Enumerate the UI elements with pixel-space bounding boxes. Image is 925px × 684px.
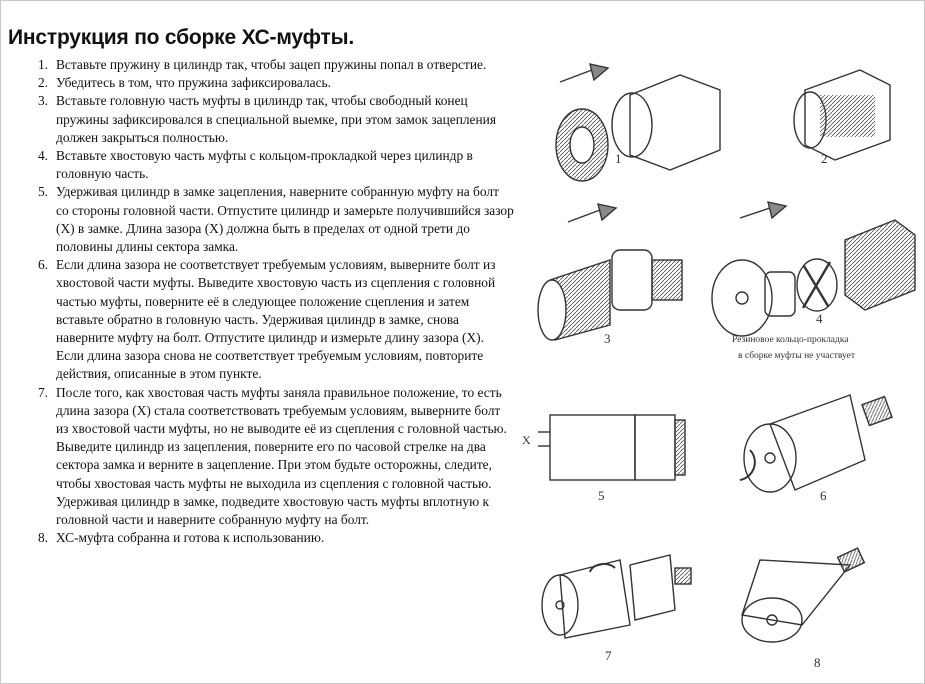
tail-cylinder — [635, 415, 675, 480]
step-text: Вставьте пружину в цилиндр так, чтобы зацеп пружины попал в отверстие. — [56, 57, 487, 72]
step-text: Если длина зазора не соответствует требуемым условиям, выверните болт из хвостовой части муфты. Выведите хвостовую часть из сцепления с головной частью муфты, поверните её в следующее положение сцепления и затем вставьте обратно в головную часть. Удерживая цилиндр в замке, снова наверните муфту на болт. Отпустите цилиндр и измерьте длину зазора (Х). Если длина зазора снова не соответствует требуемым условиям, повторите действия, описанные в этом пункте. — [56, 257, 496, 382]
head-part — [612, 250, 652, 310]
step-item-3 — [24, 92, 514, 147]
step-number: 6. — [37, 257, 48, 273]
cylinder-with-spring — [845, 220, 915, 310]
step-number: 1. — [37, 57, 48, 72]
step-text: Удерживая цилиндр в замке зацепления, наверните собранную муфту на болт со стороны головной части. Отпустите цилиндр и замерьте получившийся зазор (Х) в замке. Длина зазора (Х) должна быть в пределах от одной трети до половины длины сектора замка. — [56, 184, 514, 255]
coupling-thread — [838, 548, 865, 572]
step-item-5 — [24, 183, 514, 256]
step-text: Убедитесь в том, что пружина зафиксировалась. — [56, 75, 332, 91]
ring-note-line2: в сборке муфты не участвует — [738, 351, 856, 361]
step-text: ХС-муфта собранна и готова к использованию. — [56, 530, 325, 546]
ring-note-line1: Резиновое кольцо-прокладка — [732, 335, 849, 345]
arrow-shaft — [560, 70, 592, 82]
cylinder-opening — [538, 280, 566, 340]
coupling-body — [742, 560, 850, 625]
figure-label: 6 — [820, 488, 827, 503]
coupling-thread — [675, 568, 691, 584]
head-cylinder — [550, 415, 635, 480]
figure-label: 2 — [821, 151, 828, 166]
spring-inner — [570, 127, 594, 163]
cylinder-opening — [612, 93, 652, 157]
figure-label: 5 — [598, 488, 605, 503]
assembly-illustrations — [520, 40, 920, 680]
step-item-8 — [24, 529, 514, 547]
tail-hole — [736, 292, 748, 304]
step-text: Вставьте хвостовую часть муфты с кольцом-прокладкой через цилиндр в головную часть. — [56, 148, 473, 182]
tail-flange — [712, 260, 772, 336]
thread — [675, 420, 685, 475]
figure-label: 1 — [615, 151, 622, 166]
arrow-shaft — [568, 210, 600, 222]
rotate-arrow-icon — [590, 564, 615, 572]
arrow-head-icon — [598, 204, 616, 220]
step-number: 5. — [37, 184, 48, 200]
step-item-2 — [24, 74, 514, 92]
figure-3-head-into-cylinder — [538, 204, 682, 346]
step-item-1 — [24, 56, 514, 74]
arrow-shaft — [740, 208, 770, 218]
figure-label: 4 — [816, 311, 823, 326]
coupling-face — [744, 424, 796, 492]
arrow-head-icon — [590, 64, 608, 80]
step-number: 7. — [37, 384, 48, 400]
figure-label: 7 — [605, 648, 612, 663]
figure-4-tail-with-ring — [712, 202, 915, 361]
head-cylinder — [560, 560, 630, 638]
head-thread — [652, 260, 682, 300]
tail-cylinder — [630, 555, 675, 620]
figure-1-spring-into-cylinder — [556, 64, 720, 181]
coupling-face — [542, 575, 578, 635]
step-number: 8. — [37, 530, 48, 546]
cylinder-body — [630, 75, 720, 170]
figure-2-spring-fixed — [794, 70, 890, 166]
figure-5-gap-measurement — [522, 415, 685, 503]
step-item-4 — [24, 147, 514, 183]
instruction-steps — [24, 56, 514, 547]
coupling-thread — [862, 397, 892, 426]
step-text: После того, как хвостовая часть муфты заняла правильное положение, то есть длина зазора (Х) стала соответствовать требуемым условиям, выверните болт из хвостовой части муфты, но не выводите её из сцепления с головной частью. Выведите цилиндр из зацепления, поверните его по часовой стрелке на два сектора замка и верните в зацепление. При этом будьте осторожны, следите, чтобы хвостовая часть муфты не выходила из сцепления с головной частью. Удерживая цилиндр в замке, подведите хвостовую часть муфты вплотную к головной части и наверните собранную муфту на болт. — [56, 384, 507, 528]
figure-label: 3 — [604, 331, 611, 346]
figure-label: 8 — [814, 655, 821, 670]
tail-body — [765, 272, 795, 316]
step-text: Вставьте головную часть муфты в цилиндр так, чтобы свободный конец пружины зафиксировался в специальной выемке, при этом замок зацепления должен закрыться полностью. — [56, 93, 496, 145]
spring-coil — [820, 95, 875, 137]
step-item-6 — [24, 256, 514, 383]
assembly-drawings — [520, 40, 920, 680]
step-number: 3. — [37, 93, 48, 109]
step-number: 4. — [37, 148, 48, 164]
figure-7-rotate-and-reassemble — [542, 555, 691, 663]
gap-label: X — [522, 433, 531, 447]
figure-6-turn-cylinder — [740, 395, 892, 503]
coupling-body — [770, 395, 865, 490]
arrow-head-icon — [768, 202, 786, 218]
figure-8-assembled — [742, 548, 864, 670]
page-title: Инструкция по сборке ХС-муфты. — [8, 26, 354, 49]
step-number: 2. — [37, 75, 48, 91]
coupling-hole — [765, 453, 775, 463]
step-item-7 — [24, 384, 514, 530]
